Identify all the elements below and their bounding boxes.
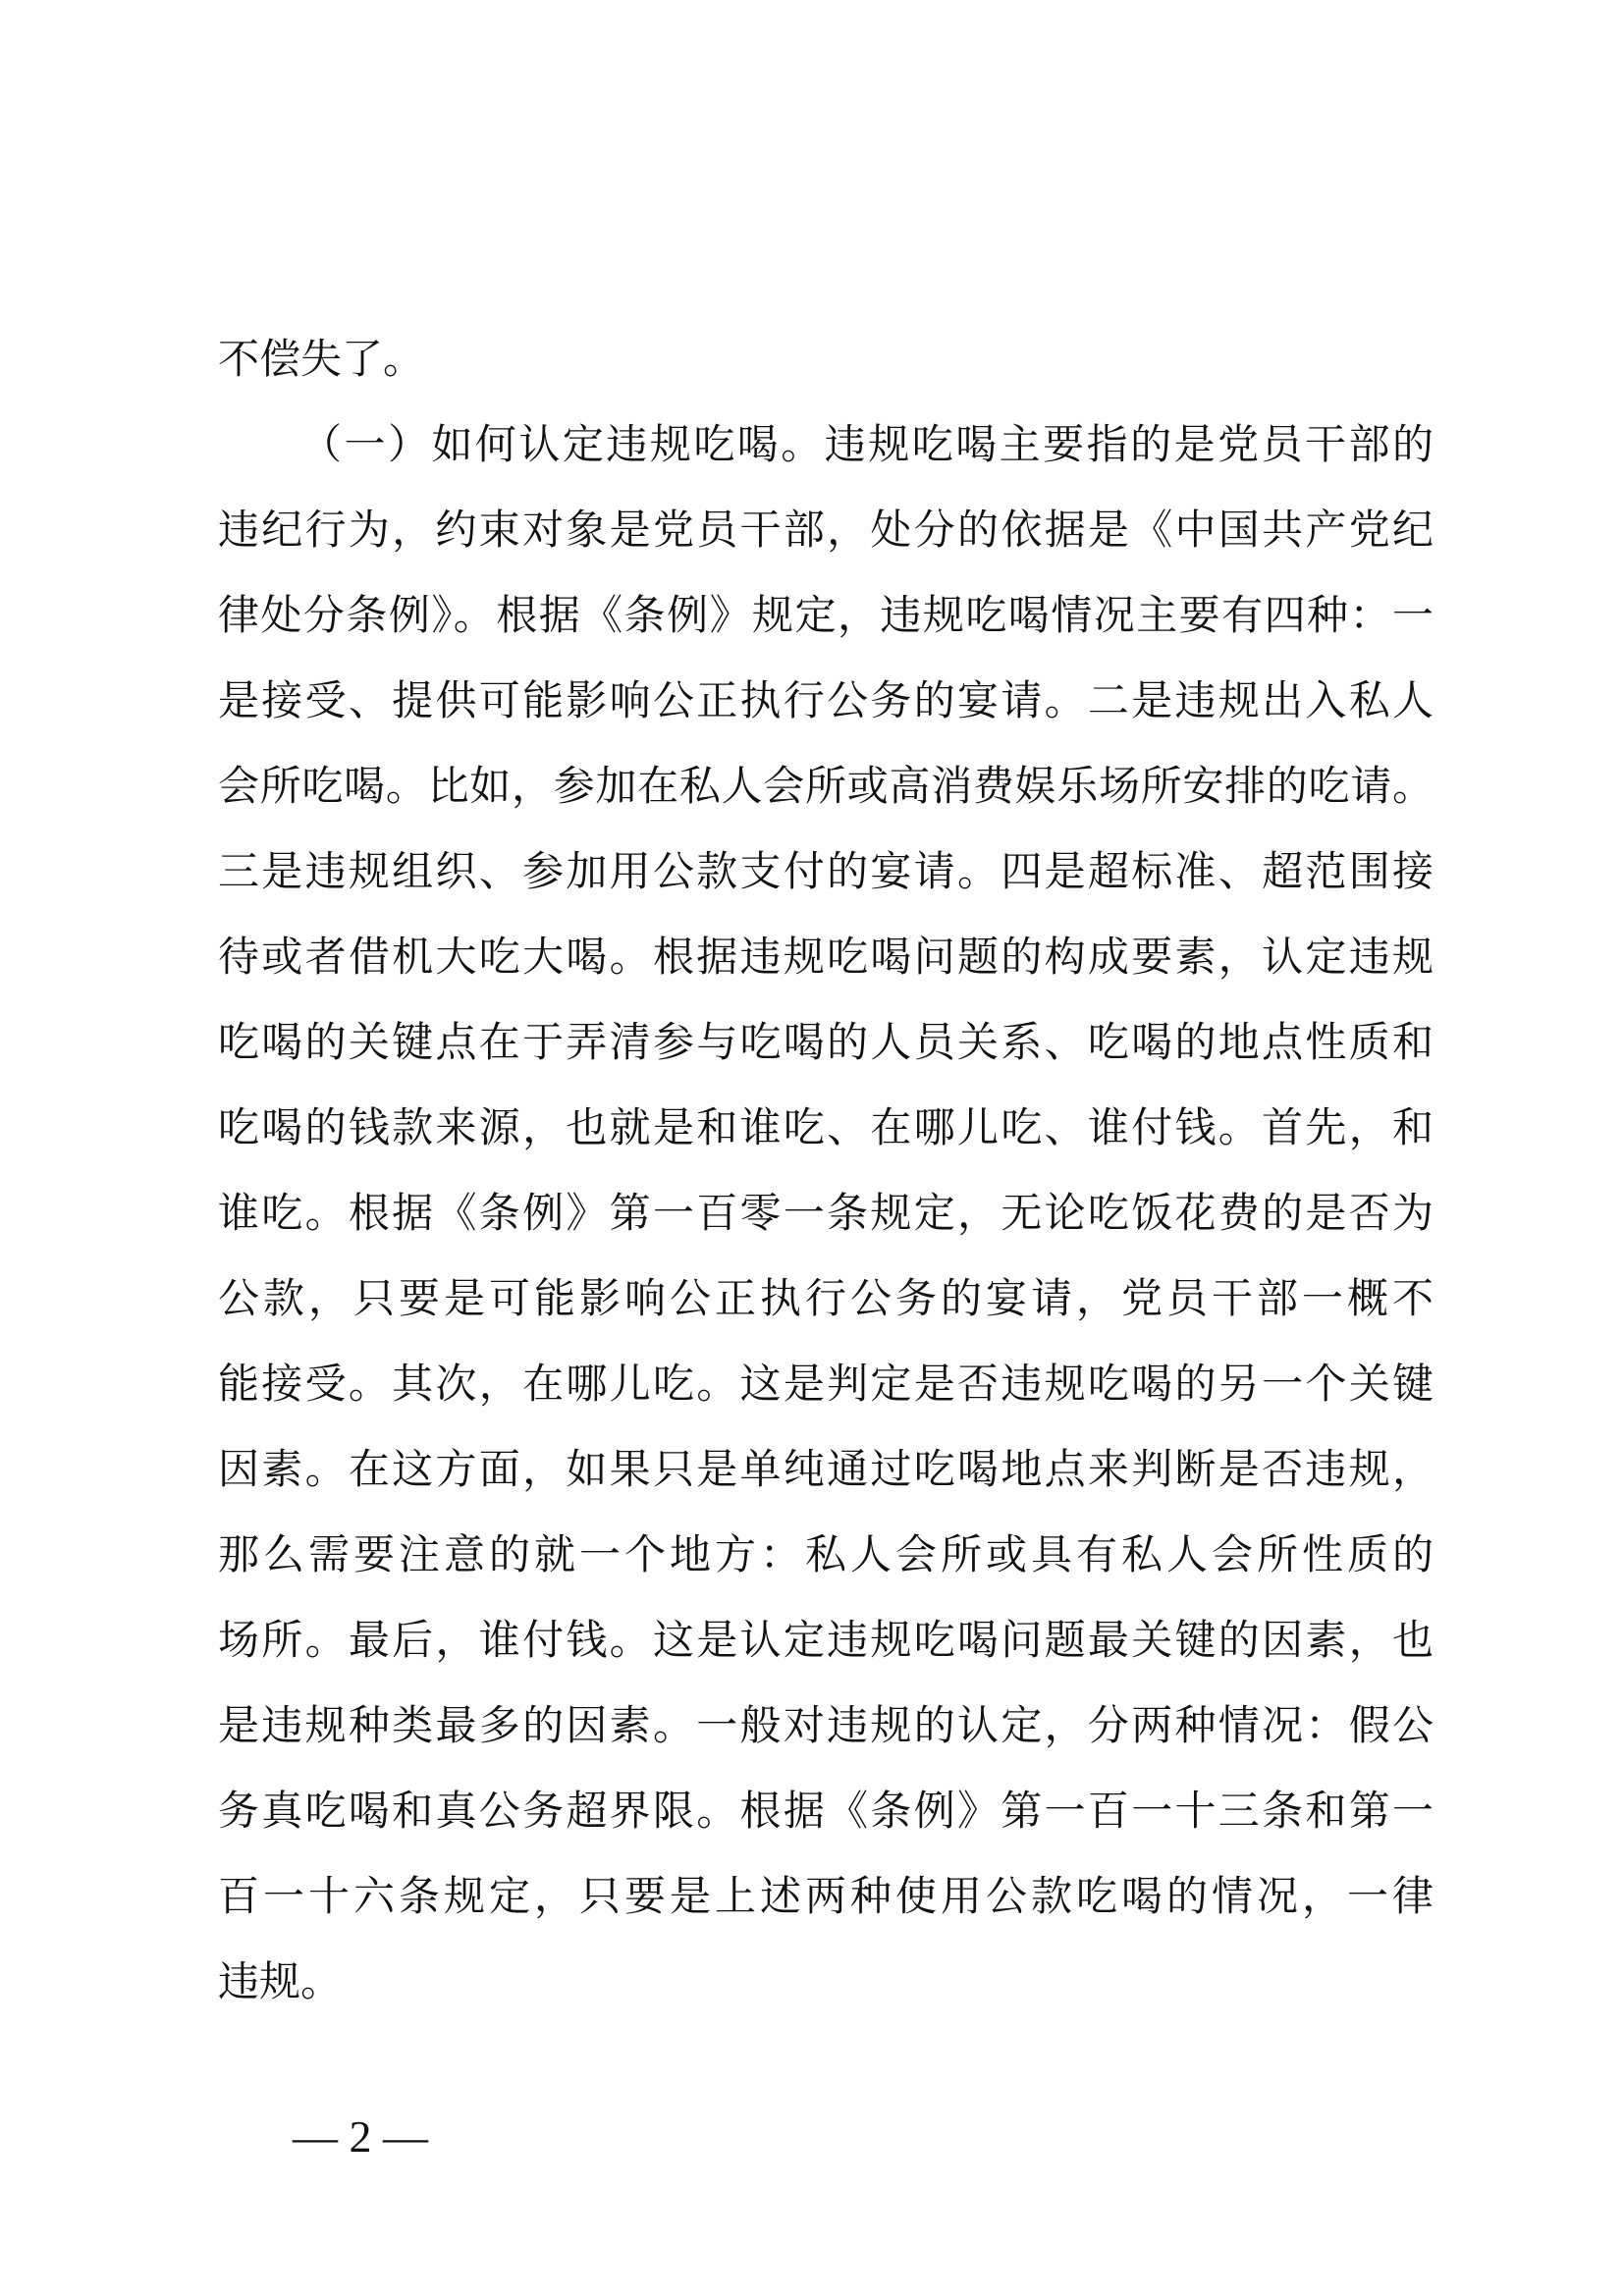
body-text bbox=[218, 316, 1434, 2024]
text-line: 会所吃喝。比如，参加在私人会所或高消费娱乐场所安排的吃请。 bbox=[218, 762, 1434, 810]
text-line: 谁吃。根据《条例》第一百零一条规定，无论吃饭花费的是否为 bbox=[218, 1189, 1434, 1237]
text-line: 是违规种类最多的因素。一般对违规的认定，分两种情况：假公 bbox=[218, 1701, 1434, 1749]
text-line: 不偿失了。 bbox=[218, 335, 425, 383]
text-line: 吃喝的钱款来源，也就是和谁吃、在哪儿吃、谁付钱。首先，和 bbox=[218, 1103, 1434, 1151]
text-line: 律处分条例》。根据《条例》规定，违规吃喝情况主要有四种：一 bbox=[218, 591, 1434, 639]
text-line: 公款，只要是可能影响公正执行公务的宴请，党员干部一概不 bbox=[218, 1274, 1434, 1322]
text-line: 违规。 bbox=[218, 1957, 343, 2005]
text-line: 违纪行为，约束对象是党员干部，处分的依据是《中国共产党纪 bbox=[218, 506, 1434, 554]
text-line: 务真吃喝和真公务超界限。根据《条例》第一百一十三条和第一 bbox=[218, 1787, 1434, 1835]
text-line: 场所。最后，谁付钱。这是认定违规吃喝问题最关键的因素，也 bbox=[218, 1616, 1434, 1664]
text-line: 是接受、提供可能影响公正执行公务的宴请。二是违规出入私人 bbox=[218, 676, 1434, 724]
text-line: 因素。在这方面，如果只是单纯通过吃喝地点来判断是否违规， bbox=[218, 1445, 1434, 1493]
text-line: 待或者借机大吃大喝。根据违规吃喝问题的构成要素，认定违规 bbox=[218, 933, 1434, 981]
text-line: 三是违规组织、参加用公款支付的宴请。四是超标准、超范围接 bbox=[218, 847, 1434, 895]
page-number: — 2 — bbox=[293, 2111, 428, 2162]
text-line: 吃喝的关键点在于弄清参与吃喝的人员关系、吃喝的地点性质和 bbox=[218, 1018, 1434, 1066]
section-heading-line: （一）如何认定违规吃喝。违规吃喝主要指的是党员干部的 bbox=[300, 420, 1434, 468]
text-line: 能接受。其次，在哪儿吃。这是判定是否违规吃喝的另一个关键 bbox=[218, 1360, 1434, 1408]
text-line: 那么需要注意的就一个地方：私人会所或具有私人会所性质的 bbox=[218, 1530, 1434, 1578]
text-line: 百一十六条规定，只要是上述两种使用公款吃喝的情况，一律 bbox=[218, 1872, 1434, 1920]
